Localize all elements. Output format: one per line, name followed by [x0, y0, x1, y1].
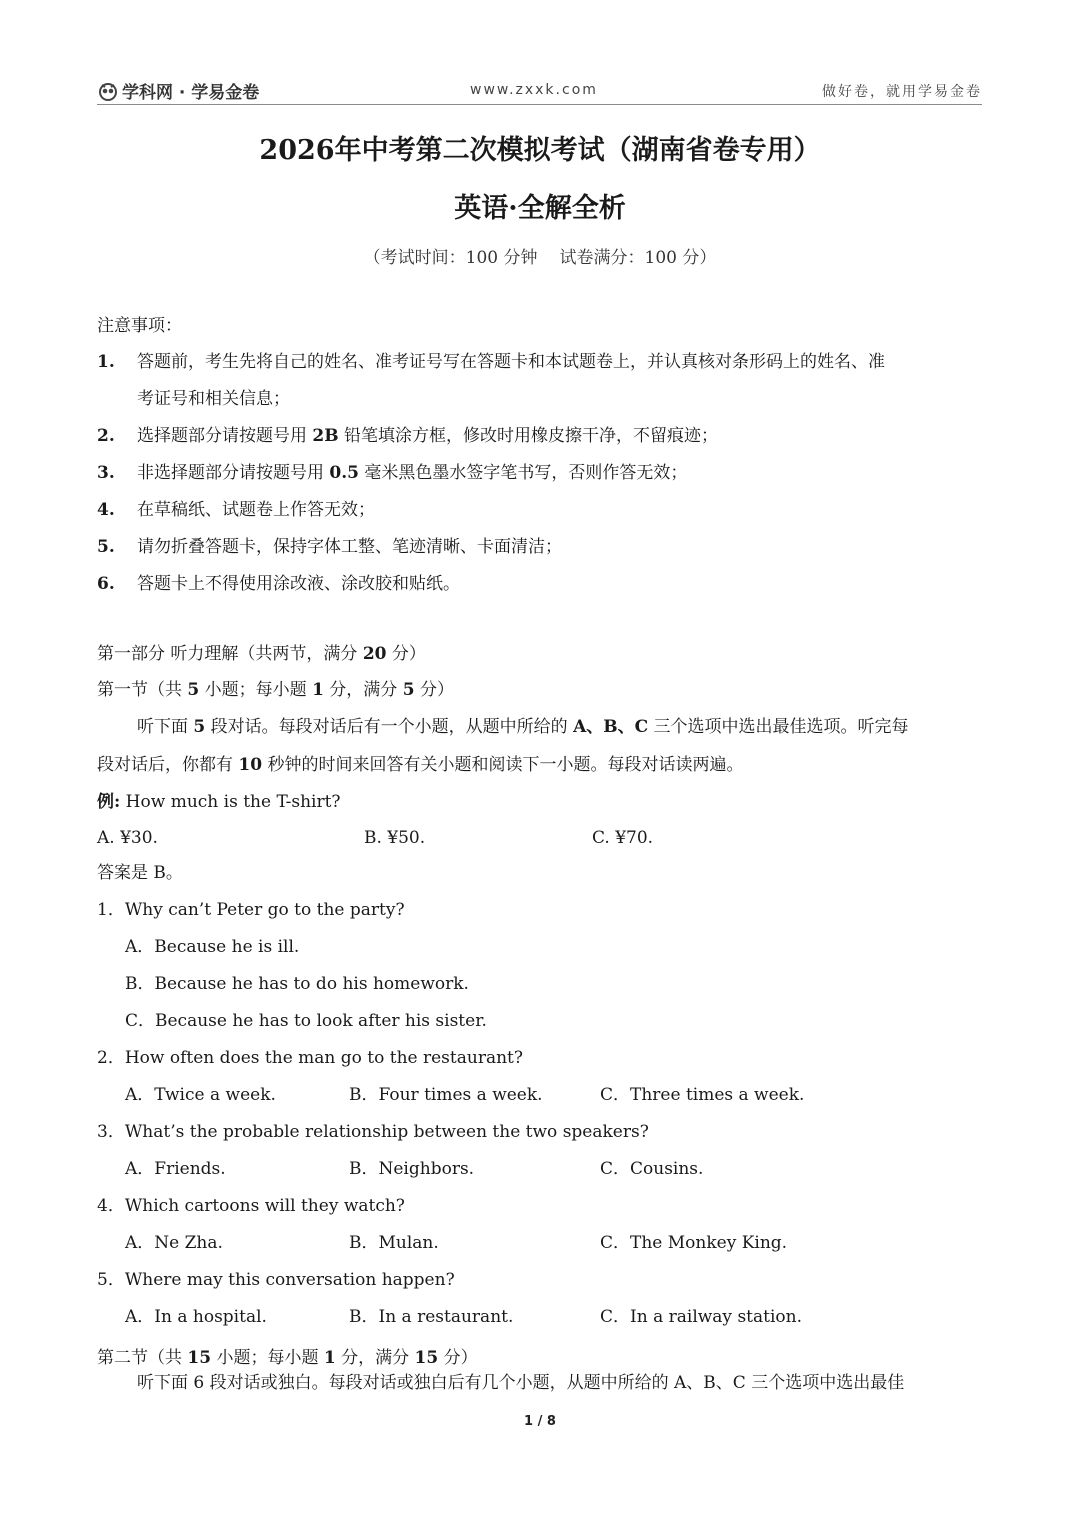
notice-item-line: 考证号和相关信息；: [137, 389, 290, 409]
example-question: 例: How much is the T-shirt?: [97, 792, 341, 812]
page-number: 1 / 8: [524, 1414, 556, 1429]
exam-score: 试卷满分：100 分）: [559, 248, 717, 268]
site-url: www.zxxk.com: [470, 82, 598, 98]
question-option: B．Mulan.: [349, 1233, 439, 1253]
question-option: C．Because he has to look after his sister.: [125, 1011, 487, 1031]
question-stem: 4．Which cartoons will they watch?: [97, 1196, 405, 1216]
header-slogan: 做好卷，就用学易金卷: [822, 84, 982, 100]
question-option: A．Twice a week.: [125, 1085, 276, 1105]
question-option: C．The Monkey King.: [600, 1233, 788, 1253]
page-header: [97, 78, 982, 105]
question-option: C．Cousins.: [600, 1159, 704, 1179]
owl-logo-icon: [97, 81, 119, 101]
question-option: B．Neighbors.: [349, 1159, 475, 1179]
question-option: C．Three times a week.: [600, 1085, 805, 1105]
question-option: A．Because he is ill.: [125, 937, 300, 957]
notice-item-line: 答题前，考生先将自己的姓名、准考证号写在答题卡和本试题卷上，并认真核对条形码上的姓名、准: [137, 352, 885, 372]
brand-logo: [97, 78, 259, 103]
section2-instruction: 听下面 6 段对话或独白。每段对话或独白后有几个小题，从题中所给的 A、B、C 三个选项中选出最佳: [137, 1373, 905, 1393]
example-option: C. ¥70.: [592, 828, 654, 848]
example-answer: 答案是 B。: [97, 863, 183, 883]
question-stem: 3．What’s the probable relationship between the two speakers?: [97, 1122, 649, 1142]
notice-num: 6.: [97, 574, 115, 594]
part-heading: 第一部分 听力理解（共两节，满分 20 分）: [97, 644, 426, 664]
exam-info: [0, 243, 1080, 268]
notice-num: 2.: [97, 426, 115, 446]
notice-item: 请勿折叠答题卡，保持字体工整、笔迹清晰、卡面清洁；: [137, 537, 562, 557]
notice-num: 5.: [97, 537, 115, 557]
question-stem: 2．How often does the man go to the restaurant?: [97, 1048, 523, 1068]
page-subtitle: 英语·全解全析: [454, 193, 626, 224]
question-stem: 5．Where may this conversation happen?: [97, 1270, 455, 1290]
notice-num: 3.: [97, 463, 115, 483]
notice-num: 1.: [97, 352, 115, 372]
notice-item: 选择题部分请按题号用 2B 铅笔填涂方框，修改时用橡皮擦干净，不留痕迹；: [137, 426, 719, 446]
logo-text: 学科网 · 学易金卷: [122, 83, 260, 103]
page-title: 2026年中考第二次模拟考试（湖南省卷专用）: [259, 135, 821, 166]
notice-num: 4.: [97, 500, 115, 520]
notice-heading: 注意事项：: [97, 316, 182, 336]
notice-item: 在草稿纸、试题卷上作答无效；: [137, 500, 375, 520]
section2-heading: 第二节（共 15 小题；每小题 1 分，满分 15 分）: [97, 1348, 478, 1368]
exam-time: （考试时间：100 分钟: [363, 248, 538, 268]
question-option: C．In a railway station.: [600, 1307, 802, 1327]
question-option: B．In a restaurant.: [349, 1307, 514, 1327]
section1-instruction-cont: 段对话后，你都有 10 秒钟的时间来回答有关小题和阅读下一小题。每段对话读两遍。: [97, 755, 744, 775]
question-option: A．Ne Zha.: [125, 1233, 223, 1253]
question-stem: 1．Why can’t Peter go to the party?: [97, 900, 405, 920]
example-option: A. ¥30.: [97, 828, 158, 848]
notice-item: 答题卡上不得使用涂改液、涂改胶和贴纸。: [137, 574, 460, 594]
question-option: A．In a hospital.: [125, 1307, 267, 1327]
question-option: A．Friends.: [125, 1159, 226, 1179]
question-option: B．Four times a week.: [349, 1085, 543, 1105]
section1-heading: 第一节（共 5 小题；每小题 1 分，满分 5 分）: [97, 680, 454, 700]
question-option: B．Because he has to do his homework.: [125, 974, 469, 994]
notice-item: 非选择题部分请按题号用 0.5 毫米黑色墨水签字笔书写，否则作答无效；: [137, 463, 688, 483]
example-option: B. ¥50.: [364, 828, 426, 848]
section1-instruction: 听下面 5 段对话。每段对话后有一个小题，从题中所给的 A、B、C 三个选项中选出最佳选项。听完每: [137, 717, 909, 737]
